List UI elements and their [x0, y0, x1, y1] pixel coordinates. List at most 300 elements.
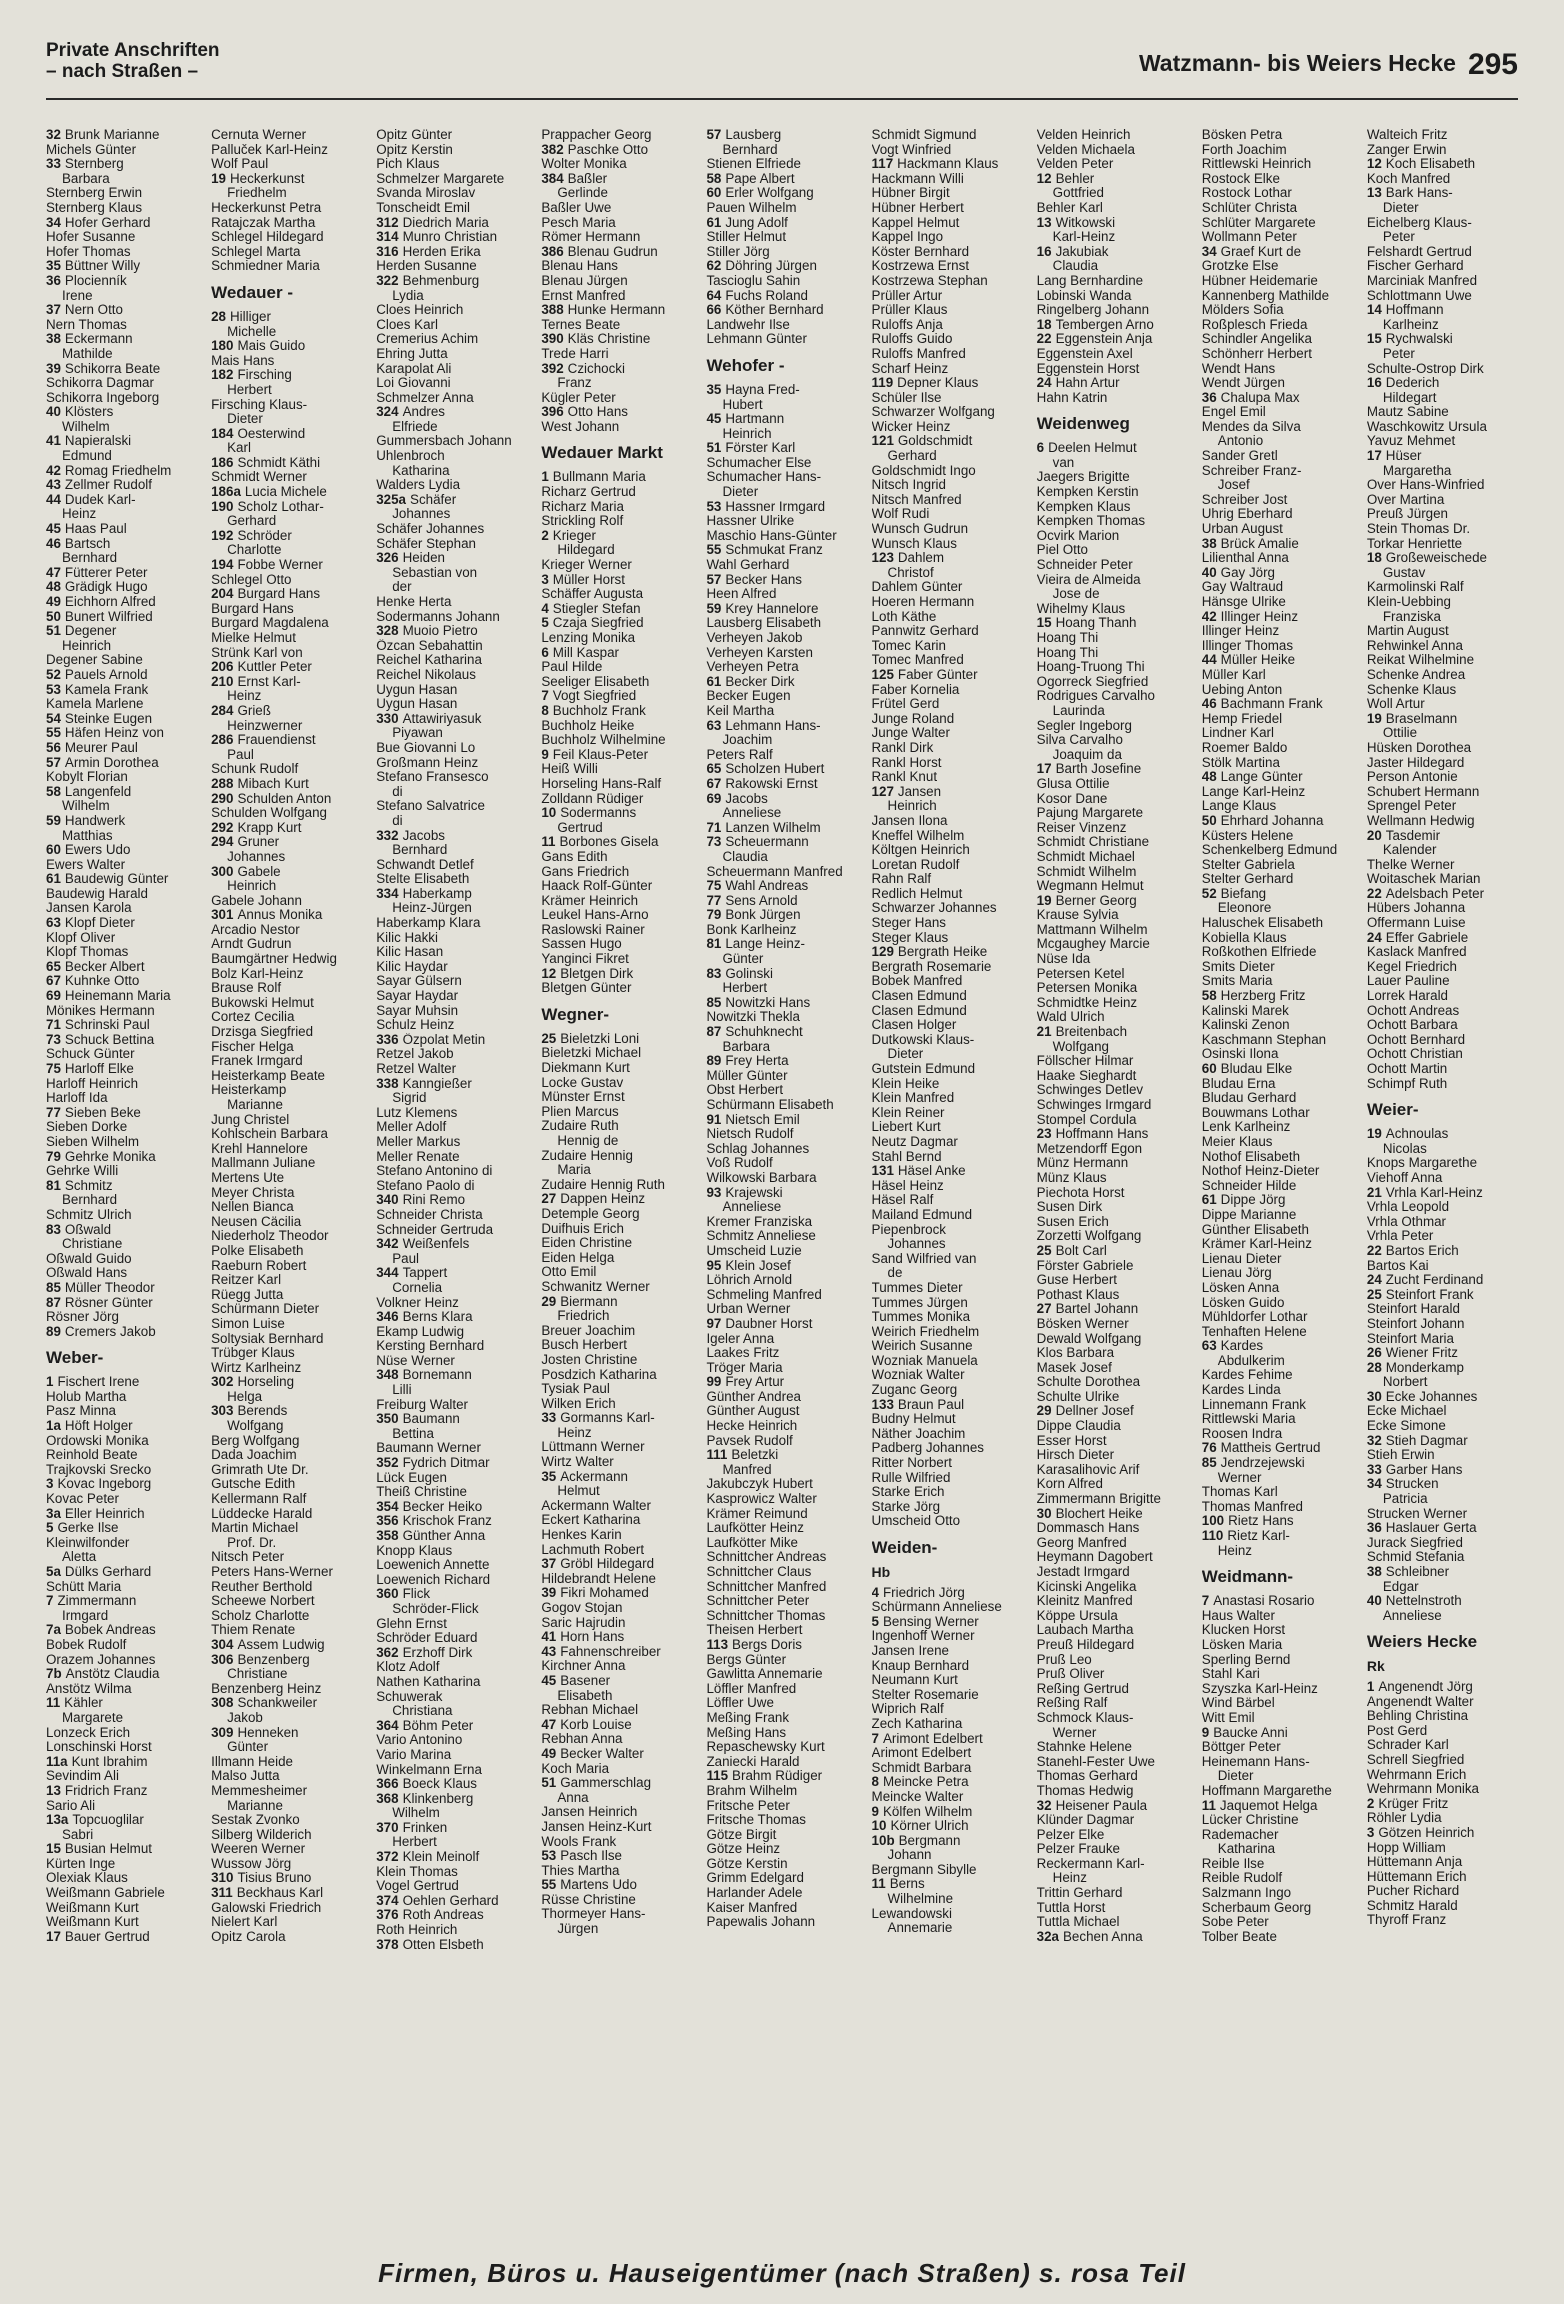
house-number: 36 [46, 273, 61, 288]
resident-name: Basener [560, 1673, 611, 1688]
resident-name: Flick [402, 1587, 431, 1602]
directory-entry [1202, 1047, 1361, 1062]
house-number: 366 [376, 1777, 399, 1792]
resident-name: Ecke Johannes [1385, 1389, 1478, 1404]
resident-name: Kügler Peter [541, 390, 616, 405]
resident-name: Berends [237, 1404, 288, 1419]
directory-entry [1202, 931, 1361, 946]
resident-name: Schmidt Christiane [1036, 835, 1150, 850]
directory-entry [211, 1156, 370, 1171]
directory-entry [872, 858, 1031, 873]
directory-entry [1367, 1899, 1526, 1914]
directory-entry [1367, 1507, 1526, 1522]
resident-name: Kasprowicz Walter [706, 1492, 817, 1507]
directory-entry [872, 1135, 1031, 1150]
directory-entry [1037, 850, 1196, 865]
house-number: 204 [211, 587, 234, 602]
directory-entry [46, 128, 205, 143]
directory-entry [872, 1354, 1031, 1369]
resident-name: Hassner Irmgard [725, 499, 826, 514]
directory-entry [541, 1572, 700, 1587]
directory-entry [1037, 1273, 1196, 1288]
resident-name: Jakob [227, 1710, 263, 1725]
entry-continuation [211, 879, 370, 894]
resident-name: Zucht Ferdinand [1385, 1273, 1484, 1288]
directory-entry [706, 1142, 865, 1157]
directory-entry [872, 945, 1031, 960]
resident-name: Verheyen Jakob [706, 631, 803, 645]
directory-entry [541, 1382, 700, 1397]
resident-name: Becker Dirk [725, 674, 795, 689]
house-number: 325a [376, 492, 407, 507]
directory-entry [211, 1682, 370, 1697]
directory-entry [1367, 186, 1526, 201]
resident-name: Ecke Simone [1366, 1419, 1446, 1434]
resident-name: Degener Sabine [46, 653, 143, 668]
resident-name: Franek Irmgard [211, 1054, 303, 1069]
directory-entry [1037, 201, 1196, 216]
resident-name: Bartsch [64, 536, 111, 551]
directory-entry [46, 1492, 205, 1507]
directory-entry [1037, 1638, 1196, 1653]
directory-entry [1367, 1332, 1526, 1347]
resident-name: Zanger Erwin [1366, 142, 1447, 157]
resident-name: Helga [227, 1389, 263, 1404]
directory-entry [376, 1485, 535, 1500]
directory-entry [872, 887, 1031, 902]
resident-name: Lösken Anna [1201, 1280, 1280, 1295]
resident-name: Stahl Kari [1201, 1667, 1260, 1682]
resident-name: Jaquemot Helga [1219, 1798, 1318, 1813]
resident-name: Braun Paul [897, 1397, 965, 1412]
directory-entry [376, 653, 535, 668]
resident-name: Klucken Horst [1201, 1623, 1286, 1638]
directory-entry [46, 1004, 205, 1019]
page-number: 295 [1467, 48, 1518, 81]
resident-name: Kosor Dane [1036, 791, 1108, 806]
directory-entry [211, 230, 370, 245]
resident-name: Heiß Willi [541, 762, 598, 777]
directory-entry [1367, 931, 1526, 946]
directory-entry [1367, 1127, 1526, 1142]
directory-entry [1037, 660, 1196, 675]
resident-name: Irmgard [62, 1608, 109, 1623]
resident-name: Schmidt Barbara [871, 1760, 972, 1775]
directory-entry [1367, 872, 1526, 887]
directory-entry [872, 770, 1031, 785]
resident-name: Ochott Andreas [1366, 1003, 1460, 1018]
directory-entry [541, 850, 700, 865]
directory-entry [872, 1805, 1031, 1820]
resident-name: Kaiser Manfred [706, 1900, 798, 1915]
house-number: 73 [46, 1032, 61, 1047]
directory-entry [46, 726, 205, 741]
resident-name: Clasen Edmund [871, 1003, 967, 1018]
resident-name: Häfen Heinz von [64, 726, 164, 741]
directory-entry [1037, 558, 1196, 573]
resident-name: Hackmann Willi [871, 171, 964, 186]
resident-name: Viehoff Anna [1366, 1170, 1443, 1185]
house-number: 362 [376, 1645, 399, 1660]
resident-name: Föllscher Hilmar [1036, 1054, 1134, 1069]
directory-entry [1367, 449, 1526, 464]
house-number: 47 [541, 1717, 557, 1732]
directory-entry [46, 610, 205, 625]
resident-name: Olexiak Klaus [46, 1871, 128, 1886]
resident-name: Reitzer Karl [211, 1273, 282, 1288]
resident-name: Lange Heinz- [725, 937, 805, 952]
resident-name: Ernst Manfred [541, 288, 626, 303]
resident-name: Katharina [392, 463, 450, 478]
directory-entry [1037, 441, 1196, 456]
resident-name: Kremer Franziska [706, 1214, 813, 1229]
resident-name: Petersen Ketel [1036, 966, 1125, 981]
directory-entry [376, 1339, 535, 1354]
directory-entry [541, 1192, 700, 1207]
directory-entry [46, 1784, 205, 1799]
directory-entry [46, 1120, 205, 1135]
directory-entry [706, 500, 865, 515]
resident-name: Schlegel Otto [211, 572, 292, 587]
resident-name: Lüddecke Harald [211, 1506, 313, 1521]
resident-name: Kobylt Florian [46, 770, 128, 785]
directory-entry [211, 354, 370, 369]
resident-name: Jung Christel [211, 1112, 290, 1127]
directory-entry [1037, 1215, 1196, 1230]
resident-name: Stiller Helmut [706, 230, 787, 245]
directory-entry [1202, 420, 1361, 435]
resident-name: Ackermann Walter [541, 1498, 651, 1513]
directory-entry [541, 1090, 700, 1105]
directory-entry [211, 1171, 370, 1186]
directory-entry [211, 1769, 370, 1784]
house-number: 46 [46, 536, 61, 551]
directory-entry [1037, 1244, 1196, 1259]
resident-name: Nowitzki Thekla [706, 1010, 800, 1025]
entry-continuation [1367, 1580, 1526, 1595]
resident-name: Nettelnstroth [1385, 1594, 1462, 1609]
directory-entry [211, 1565, 370, 1580]
directory-entry [541, 587, 700, 602]
directory-entry [211, 143, 370, 158]
resident-name: Barbara [722, 1039, 771, 1054]
directory-entry [46, 1062, 205, 1077]
directory-entry [376, 741, 535, 756]
resident-name: Vrhla Leopold [1366, 1200, 1450, 1215]
directory-entry [872, 1863, 1031, 1878]
resident-name: Steinfort Maria [1366, 1331, 1454, 1346]
house-number: 95 [706, 1258, 722, 1273]
entry-continuation [211, 186, 370, 201]
house-number: 32 [46, 128, 61, 142]
entry-continuation [211, 1419, 370, 1434]
resident-name: Götzen Heinrich [1378, 1825, 1475, 1840]
resident-name: Ingenhoff Werner [871, 1629, 975, 1644]
house-number: 342 [376, 1237, 399, 1252]
directory-entry [872, 230, 1031, 245]
directory-entry [376, 478, 535, 493]
directory-entry [1367, 1171, 1526, 1186]
resident-name: Cornelia [392, 1280, 443, 1295]
directory-entry [541, 967, 700, 982]
directory-entry [1202, 1653, 1361, 1668]
directory-entry [541, 143, 700, 158]
resident-name: Weirich Friedhelm [871, 1324, 980, 1339]
resident-name: Wehrmann Erich [1366, 1767, 1467, 1782]
directory-entry [706, 1171, 865, 1186]
resident-name: Schleibner [1385, 1565, 1450, 1579]
resident-name: Ottilie [1382, 726, 1418, 741]
directory-entry [1202, 1711, 1361, 1726]
house-number: 186a [211, 485, 241, 500]
resident-name: Bieletzki Michael [541, 1046, 642, 1061]
resident-name: Voß Rudolf [706, 1156, 773, 1171]
directory-entry [211, 616, 370, 631]
directory-entry [376, 1587, 535, 1602]
house-number: 310 [211, 1871, 234, 1886]
resident-name: Wahl Andreas [725, 879, 809, 894]
resident-name: Reichel Katharina [376, 653, 482, 668]
resident-name: Klein Heike [871, 1076, 940, 1091]
resident-name: Hoffmann Margarethe [1201, 1783, 1332, 1798]
resident-name: Hopp William [1366, 1840, 1446, 1855]
directory-entry [1037, 1186, 1196, 1201]
resident-name: Schwarzer Wolfgang [871, 405, 995, 420]
resident-name: Heisener Paula [1055, 1798, 1148, 1813]
resident-name: Pape Albert [725, 171, 795, 186]
directory-entry [1367, 829, 1526, 844]
resident-name: Achnoulas [1385, 1127, 1449, 1142]
directory-entry [706, 318, 865, 333]
directory-entry [541, 865, 700, 880]
directory-entry [46, 1252, 205, 1267]
resident-name: Klein Josef [725, 1258, 791, 1273]
resident-name: Krischok Franz [402, 1514, 492, 1529]
resident-name: Pasz Minna [46, 1404, 116, 1419]
resident-name: Schenke Klaus [1366, 682, 1457, 697]
directory-entry [1202, 843, 1361, 858]
directory-entry [376, 551, 535, 566]
directory-entry [706, 157, 865, 172]
directory-entry [706, 1653, 865, 1668]
resident-name: Christof [887, 565, 934, 580]
directory-entry [1037, 865, 1196, 880]
resident-name: Roßkothen Elfriede [1201, 945, 1317, 960]
resident-name: Adelsbach Peter [1385, 886, 1485, 901]
resident-name: Schwandt Detlef [376, 857, 474, 872]
resident-name: Berner Georg [1055, 893, 1137, 908]
resident-name: Schröder-Flick [392, 1601, 479, 1616]
house-number: 42 [46, 463, 61, 478]
entry-continuation [1367, 610, 1526, 625]
resident-name: Fritsche Thomas [706, 1813, 806, 1828]
resident-name: Heiden [402, 551, 445, 566]
directory-entry [1037, 1594, 1196, 1609]
resident-name: Waschkowitz Ursula [1366, 419, 1487, 434]
resident-name: Scholzen Hubert [725, 762, 825, 777]
directory-entry [706, 332, 865, 347]
resident-name: Roth Heinrich [376, 1923, 458, 1938]
directory-entry [706, 675, 865, 690]
resident-name: Winkelmann Erna [376, 1762, 482, 1777]
directory-entry [1037, 128, 1196, 143]
entry-continuation [46, 1550, 205, 1565]
directory-entry [1202, 1667, 1361, 1682]
directory-entry [211, 310, 370, 325]
resident-name: Sassen Hugo [541, 937, 622, 952]
resident-name: Reßing Ralf [1036, 1696, 1108, 1711]
directory-entry [872, 1179, 1031, 1194]
resident-name: Claudia [722, 849, 768, 864]
resident-name: Eckert Katharina [541, 1513, 641, 1528]
resident-name: Mautz Sabine [1366, 405, 1449, 420]
directory-entry [46, 974, 205, 989]
house-number: 300 [211, 864, 234, 879]
resident-name: Nowitzki Hans [725, 995, 811, 1010]
directory-entry [376, 347, 535, 362]
resident-name: Rulle Wilfried [871, 1470, 951, 1485]
resident-name: Lilienthal Anna [1201, 551, 1289, 566]
directory-entry [541, 1324, 700, 1339]
resident-name: Soltysiak Bernhard [211, 1331, 324, 1346]
house-number: 127 [871, 784, 894, 799]
resident-name: Velden Michaela [1036, 142, 1135, 157]
directory-entry [1367, 1768, 1526, 1783]
resident-name: Dippe Claudia [1036, 1419, 1121, 1434]
resident-name: Felshardt Gertrud [1366, 244, 1472, 259]
resident-name: Assem Ludwig [237, 1637, 325, 1652]
entry-continuation [46, 639, 205, 654]
directory-entry [376, 1821, 535, 1836]
directory-entry [1037, 1200, 1196, 1215]
directory-entry [872, 1281, 1031, 1296]
directory-entry [211, 1244, 370, 1259]
resident-name: Duifhuis Erich [541, 1221, 624, 1236]
resident-name: Hecke Heinrich [706, 1419, 798, 1434]
resident-name: Körner Ulrich [890, 1819, 969, 1834]
directory-entry [1037, 806, 1196, 821]
directory-entry [376, 376, 535, 391]
resident-name: Nicolas [1382, 1141, 1427, 1156]
directory-entry [706, 937, 865, 952]
house-number: 5a [46, 1565, 61, 1579]
directory-entry [376, 1719, 535, 1734]
resident-name: Barth Josefine [1055, 762, 1142, 777]
directory-entry [1202, 1208, 1361, 1223]
directory-entry [706, 602, 865, 617]
resident-name: Graef Kurt de [1220, 244, 1302, 259]
resident-name: Wihelmy Klaus [1036, 601, 1126, 616]
directory-entry [706, 923, 865, 938]
directory-entry [46, 916, 205, 931]
directory-entry [1367, 1521, 1526, 1536]
resident-name: Horseling Hans-Ralf [541, 776, 662, 791]
resident-name: Rüsse Christine [541, 1892, 636, 1907]
directory-entry [376, 931, 535, 946]
house-number: 85 [46, 1280, 61, 1295]
directory-entry [1037, 500, 1196, 515]
directory-entry [541, 719, 700, 734]
directory-entry [706, 1434, 865, 1449]
directory-entry [1202, 551, 1361, 566]
directory-entry [1037, 1609, 1196, 1624]
resident-name: Müller Horst [552, 572, 625, 587]
resident-name: Bludau Erna [1201, 1076, 1276, 1091]
directory-entry [1202, 960, 1361, 975]
directory-entry [1367, 1077, 1526, 1092]
directory-entry [872, 405, 1031, 420]
resident-name: Günter [722, 952, 764, 967]
resident-name: Fridrich Franz [64, 1783, 148, 1798]
resident-name: Wiprich Ralf [871, 1702, 944, 1717]
directory-entry [541, 908, 700, 923]
entry-continuation [541, 543, 700, 558]
resident-name: Ordowski Monika [46, 1433, 149, 1448]
directory-entry [376, 770, 535, 785]
house-number: 35 [706, 382, 722, 397]
resident-name: Wind Bärbel [1201, 1696, 1275, 1711]
resident-name: Bettina [392, 1426, 434, 1441]
resident-name: Buchholz Frank [552, 703, 646, 718]
house-number: 4 [541, 601, 549, 616]
resident-name: Pasch Ilse [560, 1849, 623, 1864]
resident-name: Schuhknecht [725, 1025, 803, 1040]
directory-entry [376, 405, 535, 420]
resident-name: Schenke Andrea [1366, 667, 1466, 682]
house-number: 3 [541, 572, 549, 587]
directory-entry [46, 362, 205, 377]
directory-entry [1367, 1361, 1526, 1376]
directory-entry [541, 1105, 700, 1120]
resident-name: Ternes Beate [541, 317, 621, 332]
directory-entry [376, 493, 535, 508]
resident-name: Friedrich [557, 1309, 610, 1324]
resident-name: Schäffer Augusta [541, 587, 644, 602]
house-number: 52 [46, 667, 61, 682]
directory-entry [706, 172, 865, 187]
resident-name: Abdulkerim [1217, 1353, 1285, 1368]
resident-name: Roßplesch Frieda [1201, 317, 1308, 332]
directory-entry [376, 537, 535, 552]
resident-name: Wilhelm [62, 799, 110, 814]
resident-name: Bludau Gerhard [1201, 1091, 1297, 1106]
resident-name: Keil Martha [706, 703, 775, 718]
resident-name: Wiener Fritz [1385, 1346, 1458, 1361]
resident-name: Uygun Hasan [376, 697, 458, 712]
resident-name: Anstötz Claudia [65, 1667, 160, 1682]
resident-name: Koch Manfred [1366, 171, 1451, 186]
resident-name: Schulden Wolfgang [211, 806, 327, 821]
directory-entry [1037, 391, 1196, 406]
resident-name: Heinzwerner [227, 718, 303, 733]
resident-name: Memmesheimer [211, 1783, 308, 1798]
directory-entry [541, 1046, 700, 1061]
resident-name: Sternberg Erwin [46, 186, 143, 201]
directory-entry [872, 624, 1031, 639]
resident-name: Tummes Dieter [871, 1280, 963, 1295]
resident-name: Loretan Rudolf [871, 857, 960, 872]
house-number: 29 [1036, 1404, 1052, 1419]
resident-name: Baudewig Günter [64, 872, 169, 887]
directory-entry [376, 1237, 535, 1252]
resident-name: Galowski Friedrich [211, 1900, 322, 1915]
directory-entry [46, 1536, 205, 1551]
resident-name: Blenau Jürgen [541, 273, 628, 288]
resident-name: Thelke Werner [1366, 857, 1455, 872]
directory-entry [211, 1083, 370, 1098]
house-number: 32 [1036, 1798, 1052, 1813]
resident-name: Strucken [1385, 1477, 1439, 1492]
